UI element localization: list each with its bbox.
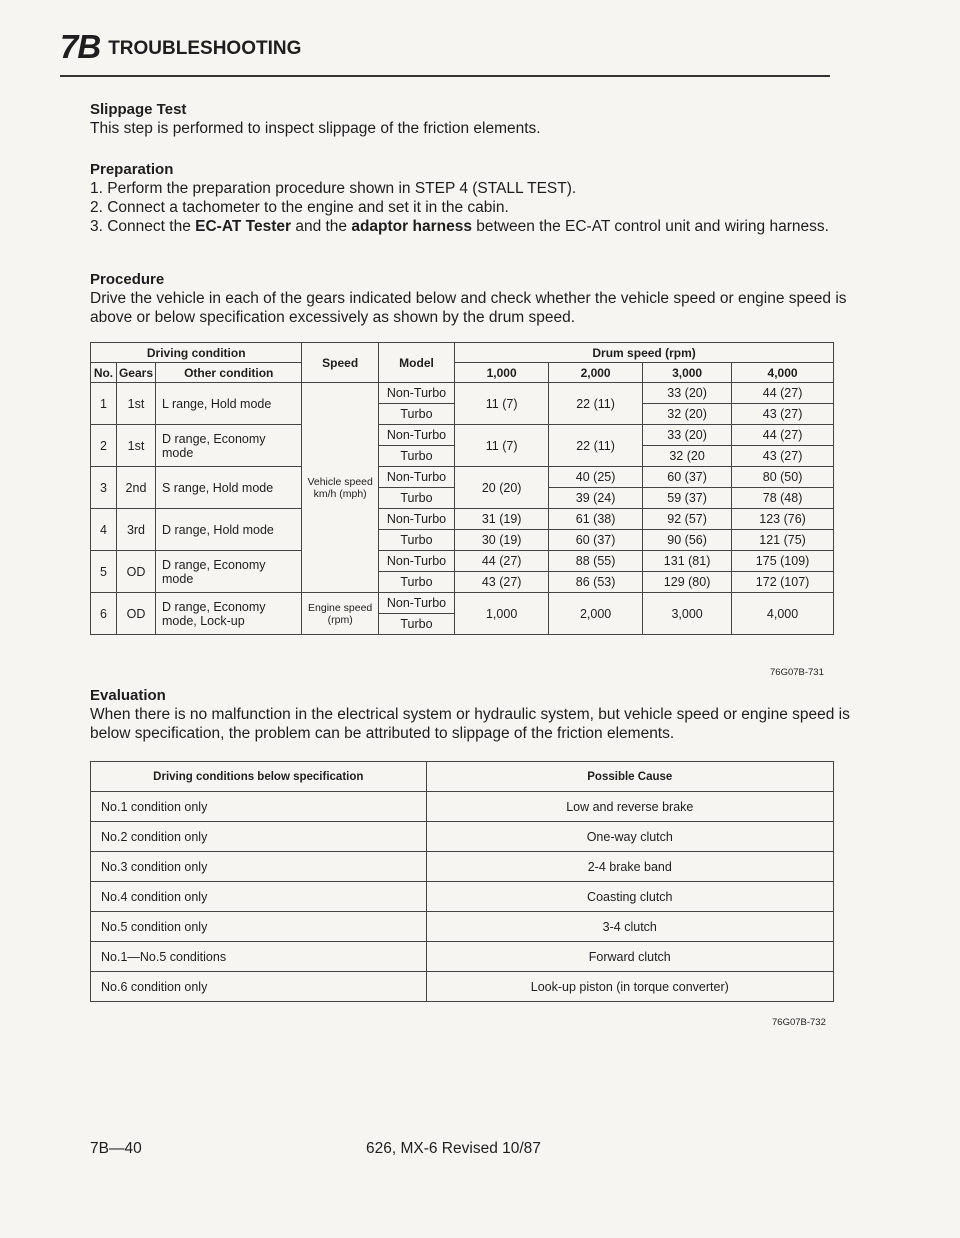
engine-speed-label: Engine speed — [308, 601, 373, 614]
header-rpm-2000: 2,000 — [549, 363, 643, 383]
condition-cell: No.5 condition only — [91, 912, 427, 942]
drum-value: 123 (76) — [732, 509, 834, 530]
header-gears: Gears — [116, 363, 155, 383]
header-driving-condition: Driving condition — [91, 343, 302, 363]
condition-cell: No.3 condition only — [91, 852, 427, 882]
drum-value: 2,000 — [549, 593, 643, 635]
drum-value: 43 (27) — [455, 572, 549, 593]
condition-cell: No.4 condition only — [91, 882, 427, 912]
model-turbo: Turbo — [378, 530, 454, 551]
drum-value: 43 (27) — [732, 404, 834, 425]
cause-cell: One-way clutch — [426, 822, 833, 852]
model-turbo: Turbo — [378, 572, 454, 593]
cause-cell: Coasting clutch — [426, 882, 833, 912]
table-row — [91, 383, 834, 404]
step3-text-3: between the EC-AT control unit and wiring harness. — [471, 218, 829, 235]
table-row — [91, 425, 834, 446]
drum-value: 80 (50) — [732, 467, 834, 488]
ecat-tester-term: EC-AT Tester — [195, 218, 292, 235]
header-possible-cause: Possible Cause — [426, 762, 833, 792]
model-nonturbo: Non-Turbo — [378, 509, 454, 530]
page-number: 7B—40 — [90, 1140, 142, 1157]
header-rpm-3000: 3,000 — [643, 363, 732, 383]
drum-value: 172 (107) — [732, 572, 834, 593]
vehicle-speed-label: Vehicle speed — [307, 475, 373, 488]
slippage-section — [90, 100, 850, 138]
slippage-text: This step is performed to inspect slippage of the friction elements. — [90, 120, 541, 137]
model-nonturbo: Non-Turbo — [378, 593, 454, 614]
row-condition: D range, Economy mode — [156, 425, 302, 467]
drum-value: 22 (11) — [549, 383, 643, 425]
preparation-step-2: 2. Connect a tachometer to the engine and set it in the cabin. — [90, 199, 509, 216]
drum-value: 131 (81) — [643, 551, 732, 572]
table-row — [91, 792, 834, 822]
table-row — [91, 882, 834, 912]
table-row — [91, 593, 834, 614]
header-conditions-below-spec: Driving conditions below specification — [91, 762, 427, 792]
cause-cell: 3-4 clutch — [426, 912, 833, 942]
drum-value: 32 (20 — [643, 446, 732, 467]
drum-value: 33 (20) — [643, 383, 732, 404]
drum-value: 11 (7) — [455, 383, 549, 425]
header-speed: Speed — [302, 343, 378, 383]
step3-text-1: 3. Connect the — [90, 218, 196, 235]
cause-cell: Forward clutch — [426, 942, 833, 972]
model-turbo: Turbo — [378, 488, 454, 509]
vehicle-speed-unit: km/h (mph) — [313, 487, 367, 500]
row-condition: S range, Hold mode — [156, 467, 302, 509]
condition-cell: No.2 condition only — [91, 822, 427, 852]
vehicle-speed-cell — [302, 383, 378, 593]
cause-cell: Look-up piston (in torque converter) — [426, 972, 833, 1002]
drum-value: 44 (27) — [732, 383, 834, 404]
row-no: 4 — [91, 509, 117, 551]
drum-speed-table — [90, 342, 834, 635]
drum-value: 32 (20) — [643, 404, 732, 425]
cause-cell: Low and reverse brake — [426, 792, 833, 822]
row-condition: D range, Hold mode — [156, 509, 302, 551]
row-no: 1 — [91, 383, 117, 425]
drum-value: 30 (19) — [455, 530, 549, 551]
table-row — [91, 509, 834, 530]
drum-value: 1,000 — [455, 593, 549, 635]
header-divider — [60, 75, 830, 77]
drum-value: 43 (27) — [732, 446, 834, 467]
possible-cause-table — [90, 761, 834, 1002]
drum-value: 22 (11) — [549, 425, 643, 467]
step3-text-2: and the — [291, 218, 352, 235]
table-row — [91, 551, 834, 572]
row-gear: OD — [116, 593, 155, 635]
figure-id-1: 76G07B-731 — [770, 667, 824, 678]
section-title: TROUBLESHOOTING — [108, 38, 302, 59]
model-nonturbo: Non-Turbo — [378, 425, 454, 446]
header-rpm-4000: 4,000 — [732, 363, 834, 383]
row-gear: 2nd — [116, 467, 155, 509]
drum-value: 20 (20) — [455, 467, 549, 509]
drum-value: 90 (56) — [643, 530, 732, 551]
row-condition: D range, Economy mode — [156, 551, 302, 593]
model-nonturbo: Non-Turbo — [378, 551, 454, 572]
drum-value: 121 (75) — [732, 530, 834, 551]
header-model: Model — [378, 343, 454, 383]
preparation-section — [90, 160, 850, 236]
drum-value: 4,000 — [732, 593, 834, 635]
engine-speed-cell — [302, 593, 378, 635]
row-no: 6 — [91, 593, 117, 635]
model-turbo: Turbo — [378, 446, 454, 467]
header-rpm-1000: 1,000 — [455, 363, 549, 383]
table-row — [91, 852, 834, 882]
drum-value: 44 (27) — [455, 551, 549, 572]
drum-value: 88 (55) — [549, 551, 643, 572]
adaptor-harness-term: adaptor harness — [351, 218, 472, 235]
procedure-heading: Procedure — [90, 271, 165, 288]
preparation-step-1: 1. Perform the preparation procedure shown in STEP 4 (STALL TEST). — [90, 180, 577, 197]
cause-cell: 2-4 brake band — [426, 852, 833, 882]
model-turbo: Turbo — [378, 614, 454, 635]
footer-model: 626, MX-6 Revised 10/87 — [366, 1140, 541, 1157]
row-no: 3 — [91, 467, 117, 509]
drum-value: 31 (19) — [455, 509, 549, 530]
evaluation-heading: Evaluation — [90, 687, 166, 704]
drum-value: 86 (53) — [549, 572, 643, 593]
table-row — [91, 912, 834, 942]
drum-value: 175 (109) — [732, 551, 834, 572]
condition-cell: No.1—No.5 conditions — [91, 942, 427, 972]
model-turbo: Turbo — [378, 404, 454, 425]
page-header — [60, 28, 830, 66]
row-gear: 1st — [116, 383, 155, 425]
slippage-heading: Slippage Test — [90, 101, 187, 118]
table-row — [91, 467, 834, 488]
drum-value: 39 (24) — [549, 488, 643, 509]
drum-value: 59 (37) — [643, 488, 732, 509]
row-condition: D range, Economy mode, Lock-up — [156, 593, 302, 635]
table-row — [91, 822, 834, 852]
section-number: 7B — [60, 28, 101, 65]
table-row — [91, 972, 834, 1002]
drum-value: 44 (27) — [732, 425, 834, 446]
row-gear: 1st — [116, 425, 155, 467]
condition-cell: No.1 condition only — [91, 792, 427, 822]
evaluation-section — [90, 686, 850, 743]
row-no: 2 — [91, 425, 117, 467]
table-row — [91, 942, 834, 972]
engine-speed-unit: (rpm) — [327, 613, 353, 626]
preparation-heading: Preparation — [90, 161, 174, 178]
drum-value: 60 (37) — [643, 467, 732, 488]
preparation-step-3 — [90, 217, 850, 236]
header-drum-speed: Drum speed (rpm) — [455, 343, 834, 363]
drum-value: 61 (38) — [549, 509, 643, 530]
model-nonturbo: Non-Turbo — [378, 467, 454, 488]
drum-value: 92 (57) — [643, 509, 732, 530]
drum-value: 40 (25) — [549, 467, 643, 488]
header-no: No. — [91, 363, 117, 383]
drum-value: 33 (20) — [643, 425, 732, 446]
row-condition: L range, Hold mode — [156, 383, 302, 425]
figure-id-2: 76G07B-732 — [772, 1017, 826, 1028]
drum-value: 3,000 — [643, 593, 732, 635]
drum-value: 11 (7) — [455, 425, 549, 467]
header-other-condition: Other condition — [156, 363, 302, 383]
row-no: 5 — [91, 551, 117, 593]
model-nonturbo: Non-Turbo — [378, 383, 454, 404]
row-gear: 3rd — [116, 509, 155, 551]
evaluation-text: When there is no malfunction in the electrical system or hydraulic system, but vehicle speed or engine speed is below specification, the problem can be attributed to slippage of the friction elements. — [90, 706, 850, 742]
drum-value: 129 (80) — [643, 572, 732, 593]
procedure-section — [90, 270, 850, 327]
procedure-text: Drive the vehicle in each of the gears indicated below and check whether the vehicle speed or engine speed is above or below specification excessively as shown by the drum speed. — [90, 290, 847, 326]
drum-value: 60 (37) — [549, 530, 643, 551]
drum-value: 78 (48) — [732, 488, 834, 509]
row-gear: OD — [116, 551, 155, 593]
condition-cell: No.6 condition only — [91, 972, 427, 1002]
